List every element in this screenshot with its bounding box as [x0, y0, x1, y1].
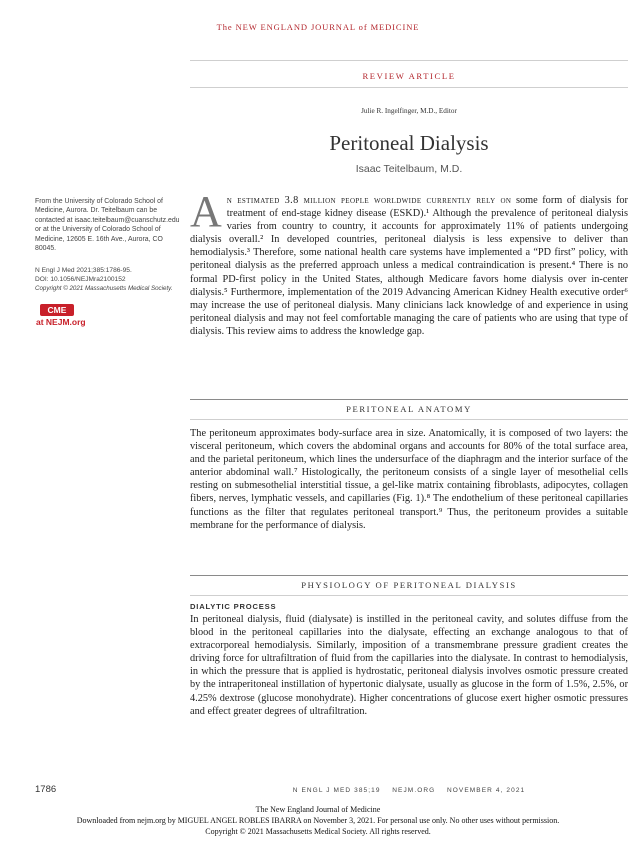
- subheading-dialytic-process: DIALYTIC PROCESS: [190, 602, 277, 611]
- citation-block: [35, 266, 180, 294]
- watermark-download: Downloaded from nejm.org by MIGUEL ANGEL ROBLES IBARRA on November 3, 2021. For personal use only. No other uses without permission.: [76, 816, 560, 825]
- intro-text: some form of dialysis for treatment of end-stage kidney disease (ESKD).¹ Although the prevalence of peritoneal dialysis varies from country to country, it accounts for approximately 11% of patients undergoing dialysis overall.² In developed countries, peritoneal dialysis is less expensive to deliver than hemodialysis.³ Therefore, some national health care systems have implemented a “PD first” policy, with peritoneal dialysis as the preferred approach unless a medical contraindication is present.⁴ There is no formal PD-first policy in the United States, although Medicare favors home dialysis over in-center dialysis.⁵ Furthermore, implementation of the 2019 Advancing American Kidney Health executive order⁶ may increase the use of peritoneal dialysis. Many clinicians lack knowledge of and experience in using peritoneal dialysis and may not feel comfortable managing the care of patients who are using that type of dialysis. This review aims to address the knowledge gap.: [190, 195, 628, 337]
- page-number: 1786: [35, 784, 57, 795]
- anatomy-paragraph: The peritoneum approximates body-surface area in size. Anatomically, it is composed of two layers: the visceral peritoneum, which covers the abdominal organs and accounts for 80% of the total surface area, and the parietal peritoneum, which lines the undersurface of the diaphragm and the interior surface of the anterior abdominal wall.⁷ Histologically, the peritoneum consists of a single layer of mesothelial cells resting on submesothelial interstitial tissue, a gel-like matrix containing fibroblasts, adipocytes, collagen fibers, nerves, lymphatic vessels, and capillaries (Fig. 1).⁸ The endothelium of these peritoneal capillaries functions as the filter that regulates peritoneal transport.⁹ Thus, the peritoneum provides a suitable membrane for the performance of dialysis.: [190, 428, 628, 531]
- physiology-paragraph: In peritoneal dialysis, fluid (dialysate) is instilled in the peritoneal cavity, and solutes diffuse from the blood in the peritoneal capillaries into the dialysate, effecting an exchange analogous to that of extracorporeal hemodialysis. Similarly, imposition of a transmembrane pressure gradient creates the driving force for ultrafiltration of fluid from the capillaries into the dialysate. In contrast to hemodialysis, in which the pressure that is applied is hydrostatic, peritoneal dialysis involves osmotic pressure created by the intraperitoneal instillation of hypertonic dialysate, usually as glucose in the form of 1.5%, 2.5%, or 4.25% dextrose (glucose monohydrate). Higher concentrations of glucose exert higher osmotic pressures and effect greater degrees of ultrafiltration.: [190, 614, 628, 717]
- divider: [190, 87, 628, 88]
- footer-journal-line: N ENGL J MED 385;19 NEJM.ORG NOVEMBER 4, 2021: [292, 787, 526, 794]
- journal-header: The NEW ENGLAND JOURNAL of MEDICINE: [216, 22, 420, 32]
- watermark-copyright: Copyright © 2021 Massachusetts Medical Society. All rights reserved.: [205, 827, 431, 836]
- dropcap: A: [190, 187, 222, 236]
- author-affiliation: From the University of Colorado School of Medicine, Aurora. Dr. Teitelbaum can be contacted at isaac.teitelbaum@cuanschutz.edu or at the University of Colorado School of Medicine, 12605 E. 16th Ave., Aurora, CO 80045.: [35, 198, 180, 253]
- section-heading-anatomy: PERITONEAL ANATOMY: [346, 404, 472, 414]
- article-category: REVIEW ARTICLE: [362, 71, 456, 81]
- cme-link[interactable]: at NEJM.org: [36, 317, 86, 327]
- divider: [190, 60, 628, 61]
- divider: [190, 399, 628, 400]
- author-name: Isaac Teitelbaum, M.D.: [355, 163, 463, 175]
- watermark-journal: The New England Journal of Medicine: [255, 805, 381, 814]
- page-title: Peritoneal Dialysis: [329, 131, 489, 155]
- citation-copyright: Copyright © 2021 Massachusetts Medical Society.: [35, 285, 173, 293]
- intro-lead: n estimated 3.8 million people worldwide currently rely on: [226, 195, 512, 206]
- divider: [190, 595, 628, 596]
- divider: [190, 419, 628, 420]
- intro-paragraph: [190, 187, 628, 338]
- divider: [190, 575, 628, 576]
- cme-badge[interactable]: CME: [40, 304, 74, 316]
- section-heading-physiology: PHYSIOLOGY OF PERITONEAL DIALYSIS: [301, 580, 517, 590]
- editor-line: Julie R. Ingelfinger, M.D., Editor: [361, 107, 457, 115]
- citation-doi: DOI: 10.1056/NEJMra2100152: [35, 276, 126, 284]
- citation-journal: N Engl J Med 2021;385:1786-95.: [35, 267, 132, 274]
